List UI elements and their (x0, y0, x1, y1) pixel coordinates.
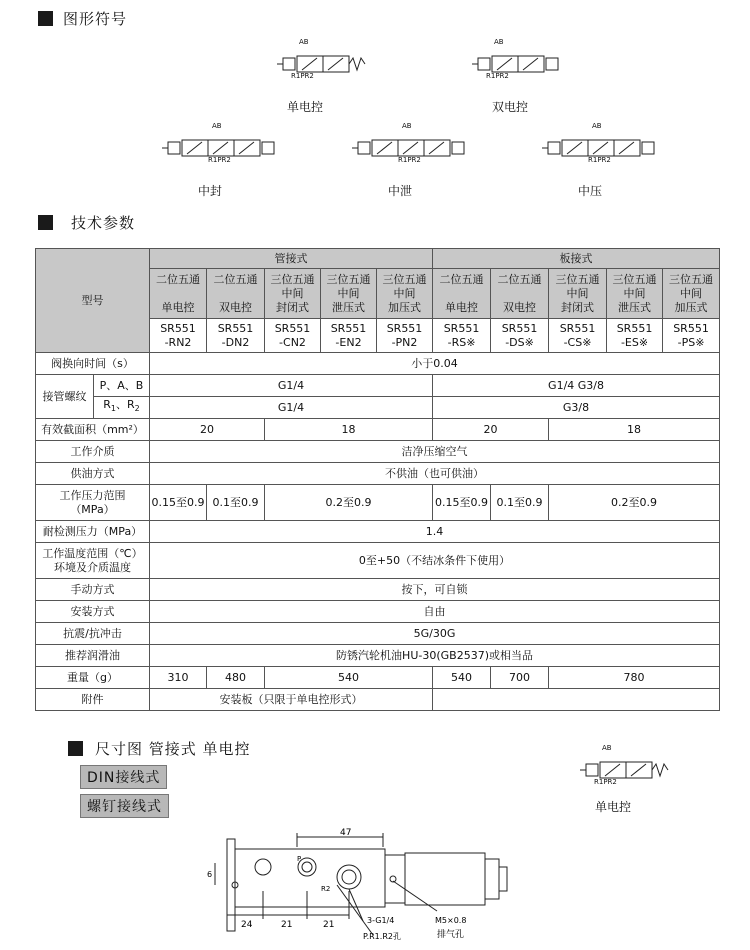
symbol-label: 中封 (197, 184, 222, 198)
row-value: 540 (433, 667, 491, 689)
group-plate: 板接式 (433, 249, 720, 269)
row-value: 18 (265, 419, 433, 441)
subtype-cell: 三位五通 中间 封闭式 (265, 269, 321, 319)
row-label: 供油方式 (36, 463, 150, 485)
row-value: 洁净压缩空气 (150, 441, 720, 463)
row-value-empty (433, 689, 720, 711)
row-value: 安装板（只限于单电控形式） (150, 689, 433, 711)
section-square-icon (38, 215, 53, 230)
model-cell: SR551 -PN2 (377, 319, 433, 353)
mount-plate (227, 839, 235, 931)
dim-6: 6 (207, 870, 213, 879)
row-value: 按下，可自锁 (150, 579, 720, 601)
row-value: G1/4 (150, 397, 433, 419)
valve-symbol (470, 38, 570, 90)
symbol-ports-label: R1PR2 (208, 156, 231, 164)
dim-24: 24 (241, 920, 253, 930)
model-cell: SR551 -RS※ (433, 319, 491, 353)
pilot-block (385, 855, 405, 903)
row-value: G1/4 (150, 375, 433, 397)
valve-body (235, 849, 385, 907)
row-value: 310 (150, 667, 207, 689)
symbol-ab-label: AB (402, 122, 412, 130)
row-value: 0.15至0.9 (433, 485, 491, 521)
din-wiring-tag: DIN接线式 (80, 765, 167, 789)
row-label: 工作压力范围 （MPa） (36, 485, 150, 521)
symbol-ab-label: AB (212, 122, 222, 130)
row-value: 1.4 (150, 521, 720, 543)
valve-symbol (160, 122, 300, 174)
connector (485, 859, 499, 899)
screw-wiring-tag: 螺钉接线式 (80, 794, 169, 818)
model-cell: SR551 -ES※ (607, 319, 663, 353)
model-cell: SR551 -DS※ (491, 319, 549, 353)
subtype-cell: 二位五通 双电控 (491, 269, 549, 319)
row-label: 重量（g） (36, 667, 150, 689)
symbol-label: 单电控 (594, 800, 631, 814)
section-title: 图形符号 (63, 10, 128, 28)
row-label: 手动方式 (36, 579, 150, 601)
section-title: 尺寸图 管接式 单电控 (95, 740, 251, 758)
model-cell: SR551 -DN2 (207, 319, 265, 353)
port-circle (337, 865, 361, 889)
dims-valve-symbol (578, 744, 678, 796)
row-value: 0.1至0.9 (491, 485, 549, 521)
row-label: 接管螺纹 (36, 375, 94, 419)
subtype-cell: 三位五通 中间 加压式 (663, 269, 720, 319)
symbol-ports-label: R1PR2 (291, 72, 314, 80)
row-value: 700 (491, 667, 549, 689)
row-label: 推荐润滑油 (36, 645, 150, 667)
symbol-label: 中泄 (387, 184, 412, 198)
label-ports: P.R1.R2孔 (363, 932, 401, 941)
row-value: 0.1至0.9 (207, 485, 265, 521)
dim-21b: 21 (323, 920, 335, 930)
row-value: 540 (265, 667, 433, 689)
connector-cap (499, 867, 507, 891)
model-cell: SR551 -PS※ (663, 319, 720, 353)
subtype-cell: 三位五通 中间 封闭式 (549, 269, 607, 319)
port-circle-inner (302, 862, 312, 872)
label-port-p: P (297, 855, 302, 863)
spec-table (35, 248, 720, 711)
subtype-cell: 三位五通 中间 加压式 (377, 269, 433, 319)
dimension-drawing (205, 825, 525, 945)
row-value: 自由 (150, 601, 720, 623)
symbol-ports-label: R1PR2 (398, 156, 421, 164)
subtype-cell: 二位五通 单电控 (433, 269, 491, 319)
section-square-icon (38, 11, 53, 26)
section-params-header (38, 212, 135, 233)
row-value: 5G/30G (150, 623, 720, 645)
row-value: 20 (150, 419, 265, 441)
model-cell: SR551 -CS※ (549, 319, 607, 353)
row-value: 780 (549, 667, 720, 689)
subtype-cell: 二位五通 双电控 (207, 269, 265, 319)
symbol-ab-label: AB (494, 38, 504, 46)
row-label: 抗震/抗冲击 (36, 623, 150, 645)
group-pipe: 管接式 (150, 249, 433, 269)
row-value: 防锈汽轮机油HU-30(GB2537)或相当品 (150, 645, 720, 667)
row-value: 不供油（也可供油） (150, 463, 720, 485)
model-cell: SR551 -EN2 (321, 319, 377, 353)
valve-symbol-icon (470, 42, 570, 86)
row-value: 0.2至0.9 (265, 485, 433, 521)
label-port-r2: R2 (321, 885, 331, 893)
model-cell: SR551 -RN2 (150, 319, 207, 353)
label-exhaust: 排气孔 (437, 930, 465, 940)
section-symbols-header (38, 8, 127, 29)
valve-symbol-icon (578, 748, 678, 792)
row-value: 0至+50（不结冰条件下使用） (150, 543, 720, 579)
valve-symbol (350, 122, 490, 174)
row-value: 小于0.04 (150, 353, 720, 375)
row-value: G1/4 G3/8 (433, 375, 720, 397)
symbol-label: 双电控 (491, 100, 528, 114)
port-circle-inner (342, 870, 356, 884)
subtype-cell: 三位五通 中间 泄压式 (607, 269, 663, 319)
symbol-ab-label: AB (602, 744, 612, 752)
symbol-label: 中压 (577, 184, 602, 198)
row-label: 有效截面积（mm²） (36, 419, 150, 441)
row-value: 18 (549, 419, 720, 441)
row-value: 0.15至0.9 (150, 485, 207, 521)
valve-symbol-icon (275, 42, 375, 86)
section-square-icon (68, 741, 83, 756)
symbol-ports-label: R1PR2 (486, 72, 509, 80)
subtype-cell: 二位五通 单电控 (150, 269, 207, 319)
row-sublabel: $R_1$、$R_2$ (94, 397, 150, 419)
symbol-label: 单电控 (286, 100, 323, 114)
symbol-ports-label: R1PR2 (588, 156, 611, 164)
row-value: 480 (207, 667, 265, 689)
model-cell: SR551 -CN2 (265, 319, 321, 353)
label-m5: M5×0.8 (435, 916, 467, 925)
section-dims-header (68, 738, 251, 759)
row-label: 阀换向时间（s） (36, 353, 150, 375)
symbol-ports-label: R1PR2 (594, 778, 617, 786)
row-label: 耐检测压力（MPa） (36, 521, 150, 543)
section-title: 技术参数 (71, 214, 136, 232)
row-label: 安装方式 (36, 601, 150, 623)
row-sublabel: P、A、B (94, 375, 150, 397)
row-value: 0.2至0.9 (549, 485, 720, 521)
row-value: 20 (433, 419, 549, 441)
row-label: 工作温度范围（℃） 环境及介质温度 (36, 543, 150, 579)
row-label: 附件 (36, 689, 150, 711)
row-value: G3/8 (433, 397, 720, 419)
valve-symbol (275, 38, 375, 90)
label-thread: 3-G1/4 (367, 916, 395, 925)
valve-symbol (540, 122, 680, 174)
symbol-ab-label: AB (592, 122, 602, 130)
subtype-cell: 三位五通 中间 泄压式 (321, 269, 377, 319)
dim-21a: 21 (281, 920, 293, 930)
symbol-ab-label: AB (299, 38, 309, 46)
port-circle (255, 859, 271, 875)
dim-47: 47 (340, 828, 352, 838)
model-label: 型号 (36, 249, 150, 353)
row-label: 工作介质 (36, 441, 150, 463)
